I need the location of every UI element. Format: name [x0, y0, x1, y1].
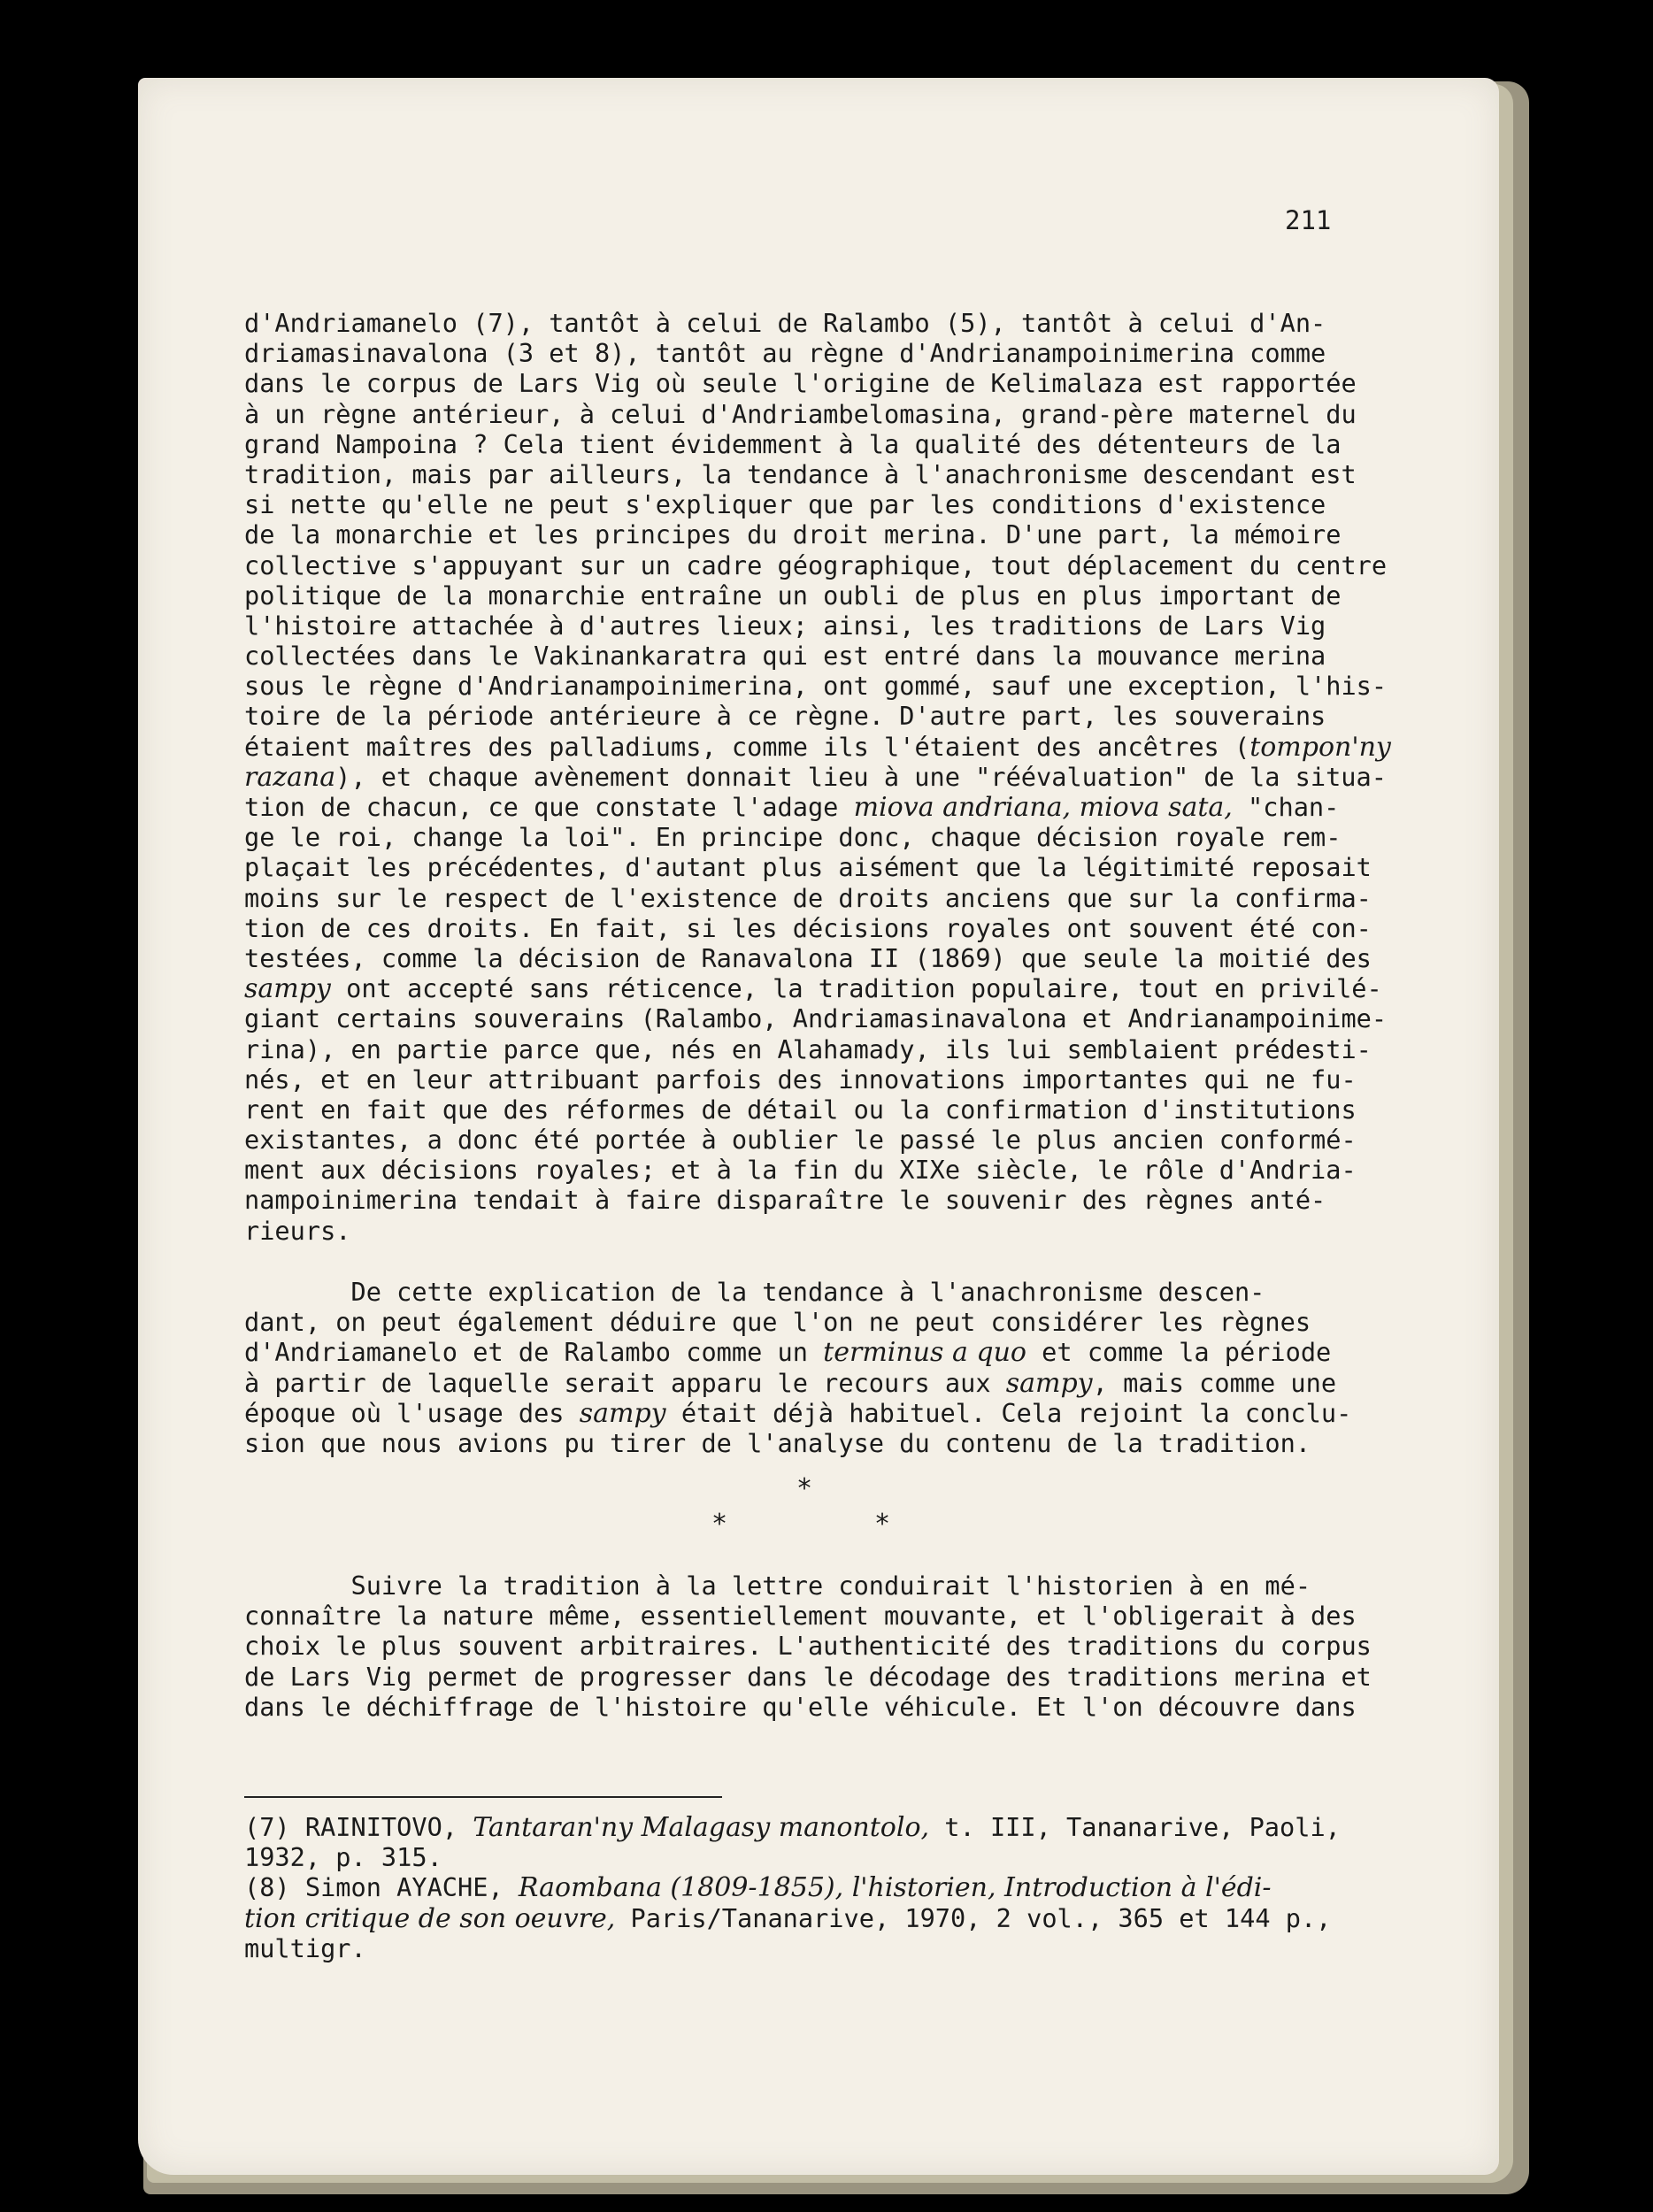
- text-run: moins sur le respect de l'existence de droits anciens que sur la confirma-: [244, 882, 1372, 913]
- text-run: sion que nous avions pu tirer de l'analyse du contenu de la tradition.: [244, 1427, 1311, 1458]
- paragraph-3: [244, 1571, 1372, 1722]
- text-line: [244, 912, 1372, 943]
- text-run: dant, on peut également déduire que l'on ne peut considérer les règnes: [244, 1307, 1311, 1338]
- text-run: giant certains souverains (Ralambo, Andriamasinavalona et Andrianampoinime-: [244, 1003, 1388, 1034]
- text-run: connaître la nature même, essentiellement mouvante, et l'obligerait à des: [244, 1601, 1357, 1632]
- text-line: [244, 399, 1368, 429]
- footnotes: [244, 1812, 1395, 1963]
- text-run: t. III, Tananarive, Paoli,: [929, 1812, 1341, 1842]
- text-line: [244, 822, 1368, 852]
- text-run: rieurs.: [244, 1215, 351, 1246]
- text-run: nampoinimerina tendait à faire disparaître le souvenir des règnes anté-: [244, 1185, 1326, 1216]
- text-line: [244, 1033, 1372, 1064]
- text-run: grand Nampoina ? Cela tient évidemment à la qualité des détenteurs de la: [244, 428, 1342, 459]
- text-run: (7) RAINITOVO,: [244, 1812, 473, 1842]
- text-line: [244, 1185, 1368, 1215]
- text-line: [244, 852, 1372, 883]
- text-run: choix le plus souvent arbitraires. L'authenticité des traditions du corpus: [244, 1631, 1372, 1662]
- text-line: [244, 580, 1368, 611]
- italic-text: Tantaran'ny Malagasy manontolo,: [473, 1812, 930, 1843]
- text-line: [244, 1216, 1368, 1246]
- text-line: [244, 1277, 1368, 1307]
- text-run: sous le règne d'Andrianampoinimerina, ont gommé, sauf une exception, l'his-: [244, 671, 1388, 702]
- text-line: [244, 882, 1372, 913]
- text-run: De cette explication de la tendance à l'anachronisme descen-: [244, 1277, 1265, 1307]
- text-line: [244, 1125, 1368, 1155]
- text-line: [244, 308, 1368, 338]
- text-run: si nette qu'elle ne peut s'expliquer que par les conditions d'existence: [244, 489, 1326, 520]
- footnote-line: [244, 1903, 1395, 1933]
- text-run: ge le roi, change la loi". En principe donc, chaque décision royale rem-: [244, 822, 1342, 853]
- text-line: [244, 429, 1368, 459]
- text-line: [244, 1337, 1368, 1367]
- text-line: [244, 1094, 1368, 1125]
- text-line: [244, 368, 1368, 398]
- text-run: "chan-: [1232, 792, 1340, 822]
- text-run: l'histoire attachée à d'autres lieux; ainsi, les traditions de Lars Vig: [244, 610, 1326, 641]
- section-separator-asterisk: *: [711, 1509, 728, 1540]
- text-line: [244, 731, 1391, 763]
- text-run: rina), en partie parce que, nés en Alahamady, ils lui semblaient prédesti-: [244, 1033, 1372, 1064]
- text-run: existantes, a donc été portée à oublier le passé le plus ancien conformé-: [244, 1125, 1357, 1156]
- text-run: ), et chaque avènement donnait lieu à une "réévaluation" de la situa-: [335, 761, 1387, 792]
- text-line: [244, 459, 1368, 489]
- text-line: [244, 1368, 1368, 1398]
- text-line: [244, 1064, 1368, 1094]
- section-separator-asterisk: *: [796, 1473, 813, 1504]
- text-run: tion de chacun, ce que constate l'adage: [244, 792, 854, 822]
- text-line: [244, 1661, 1372, 1692]
- italic-text: tion critique de son oeuvre,: [244, 1902, 616, 1934]
- text-line: [244, 1398, 1368, 1428]
- text-line: [244, 1631, 1372, 1662]
- text-line: [244, 1692, 1368, 1722]
- italic-text: Raombana (1809-1855), l'historien, Introduction à l'édi-: [518, 1872, 1272, 1904]
- footnote-line: [244, 1872, 1395, 1902]
- text-run: étaient maîtres des palladiums, comme ils l'étaient des ancêtres (: [244, 731, 1250, 762]
- text-run: à partir de laquelle serait apparu le recours aux: [244, 1367, 1006, 1398]
- paragraph-2: [244, 1277, 1368, 1458]
- footnote-line: [244, 1812, 1395, 1842]
- footnote-rule: [244, 1796, 722, 1798]
- italic-text: terminus a quo: [823, 1337, 1026, 1369]
- text-run: d'Andriamanelo et de Ralambo comme un: [244, 1337, 824, 1368]
- text-line: [244, 641, 1368, 671]
- text-run: nés, et en leur attribuant parfois des innovations importantes qui ne fu-: [244, 1064, 1357, 1094]
- italic-text: miova andriana, miova sata,: [853, 792, 1233, 823]
- text-run: à un règne antérieur, à celui d'Andriambelomasina, grand-père maternel du: [244, 398, 1357, 429]
- text-run: dans le déchiffrage de l'histoire qu'elle véhicule. Et l'on découvre dans: [244, 1691, 1357, 1722]
- text-line: [244, 761, 1387, 793]
- text-line: [244, 1003, 1388, 1034]
- text-run: d'Andriamanelo (7), tantôt à celui de Ralambo (5), tantôt à celui d'An-: [244, 308, 1326, 338]
- text-run: tradition, mais par ailleurs, la tendance à l'anachronisme descendant est: [244, 458, 1357, 489]
- text-line: [244, 1307, 1368, 1337]
- text-run: collectées dans le Vakinankaratra qui est entré dans la mouvance merina: [244, 641, 1326, 672]
- text-line: [244, 973, 1382, 1005]
- text-run: époque où l'usage des: [244, 1397, 580, 1428]
- text-run: et comme la période: [1026, 1337, 1332, 1368]
- text-line: [244, 549, 1388, 580]
- text-line: [244, 701, 1368, 731]
- text-line: [244, 1571, 1368, 1601]
- text-run: , mais comme une: [1092, 1367, 1337, 1398]
- text-line: [244, 942, 1372, 973]
- text-run: rent en fait que des réformes de détail ou la confirmation d'institutions: [244, 1094, 1357, 1125]
- text-run: driamasinavalona (3 et 8), tantôt au règne d'Andrianampoinimerina comme: [244, 338, 1326, 369]
- text-run: politique de la monarchie entraîne un oubli de plus en plus important de: [244, 580, 1342, 611]
- text-line: [244, 1428, 1368, 1458]
- italic-text: tompon'ny: [1249, 731, 1391, 763]
- text-run: testées, comme la décision de Ranavalona II (1869) que seule la moitié des: [244, 942, 1372, 973]
- italic-text: sampy: [1005, 1367, 1093, 1399]
- text-run: de la monarchie et les principes du droit merina. D'une part, la mémoire: [244, 519, 1342, 550]
- text-run: plaçait les précédentes, d'autant plus aisément que la légitimité reposait: [244, 852, 1372, 883]
- text-run: tion de ces droits. En fait, si les décisions royales ont souvent été con-: [244, 912, 1372, 943]
- text-run: (8) Simon AYACHE,: [244, 1872, 519, 1903]
- footnote-line: [244, 1933, 1395, 1963]
- text-line: [244, 671, 1388, 702]
- text-run: de Lars Vig permet de progresser dans le décodage des traditions merina et: [244, 1661, 1372, 1692]
- text-run: Paris/Tananarive, 1970, 2 vol., 365 et 144 p.,: [615, 1902, 1332, 1933]
- text-run: dans le corpus de Lars Vig où seule l'origine de Kelimalaza est rapportée: [244, 368, 1357, 399]
- section-separator-asterisk: *: [874, 1509, 891, 1540]
- text-run: Suivre la tradition à la lettre conduirait l'historien à en mé-: [244, 1571, 1311, 1601]
- text-run: ment aux décisions royales; et à la fin du XIXe siècle, le rôle d'Andria-: [244, 1155, 1357, 1186]
- text-run: multigr.: [244, 1932, 366, 1963]
- text-line: [244, 338, 1368, 368]
- italic-text: sampy: [244, 973, 331, 1005]
- text-run: collective s'appuyant sur un cadre géographique, tout déplacement du centre: [244, 549, 1388, 580]
- footnote-line: [244, 1842, 1395, 1872]
- text-run: ont accepté sans réticence, la tradition populaire, tout en privilé-: [330, 973, 1382, 1004]
- text-line: [244, 792, 1368, 822]
- text-run: 1932, p. 315.: [244, 1842, 442, 1873]
- italic-text: sampy: [579, 1397, 666, 1429]
- text-line: [244, 1601, 1368, 1631]
- text-line: [244, 519, 1368, 549]
- text-line: [244, 611, 1368, 641]
- text-run: était déjà habituel. Cela rejoint la conclu-: [665, 1397, 1352, 1428]
- italic-text: razana: [244, 761, 336, 793]
- paragraph-1: [244, 308, 1391, 1246]
- text-run: toire de la période antérieure à ce règne. D'autre part, les souverains: [244, 701, 1326, 732]
- text-line: [244, 1155, 1368, 1185]
- page-number: 211: [1285, 205, 1332, 235]
- text-line: [244, 489, 1368, 519]
